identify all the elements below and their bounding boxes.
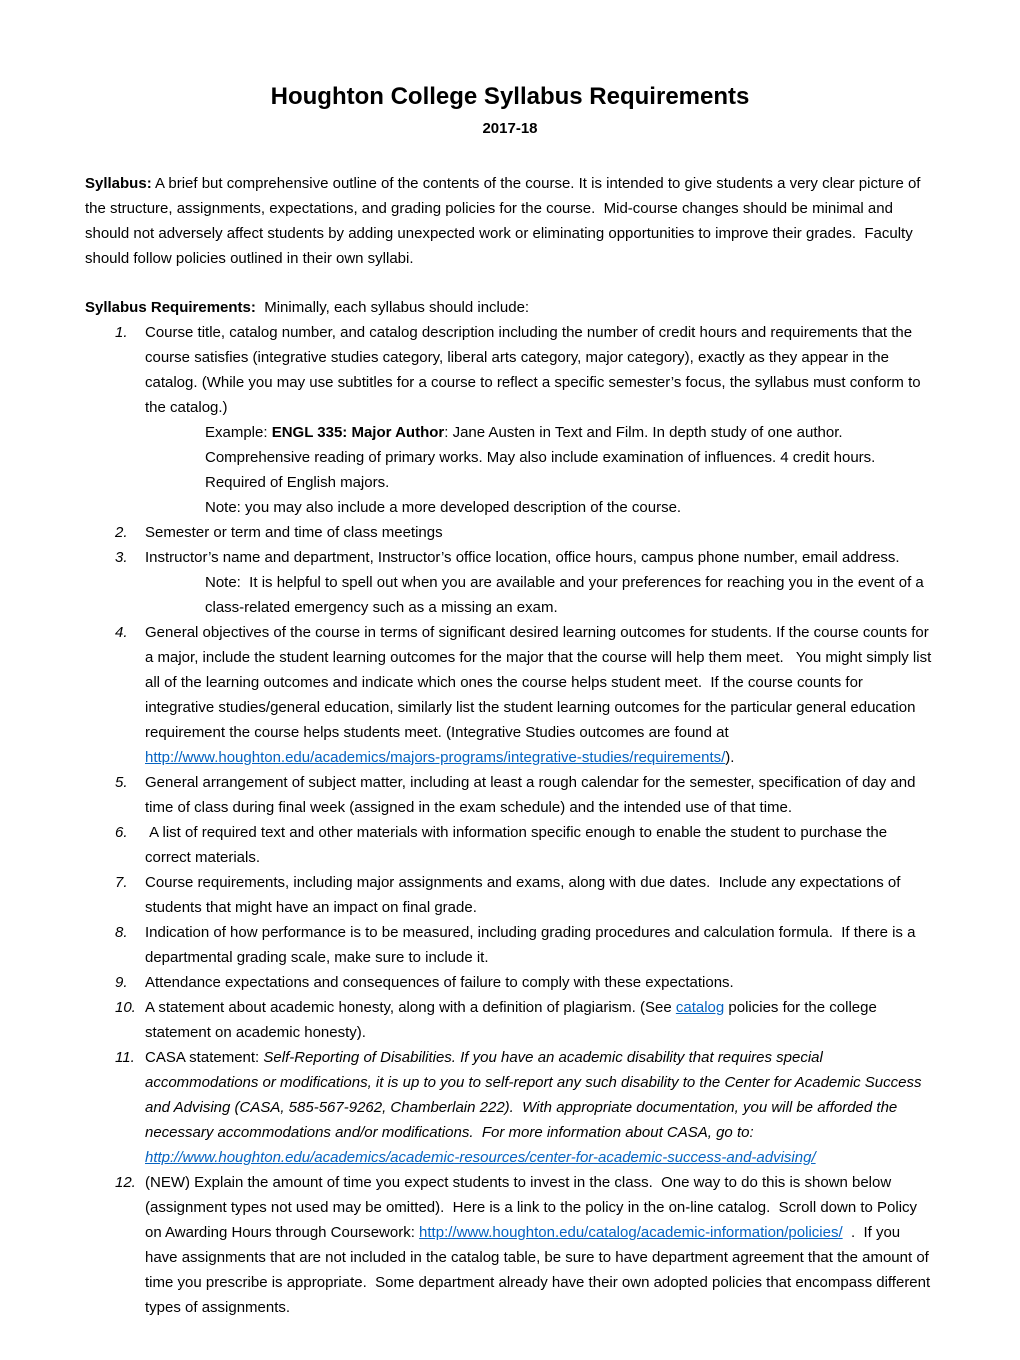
list-item	[85, 995, 935, 1045]
list-item	[85, 545, 935, 620]
text-run: A brief but comprehensive outline of the contents of the course. It is intended to give students a very clear picture of the structure, assignments, expectations, and grading policies for the course. Mid-course changes should be minimal and should not adversely affect students by adding unexpected work or eliminating opportunities to improve their grades. Faculty should follow policies outlined in their own syllabi.	[85, 175, 925, 267]
text-run: Attendance expectations and consequences of failure to comply with these expectations.	[145, 974, 734, 991]
text-run: Note: you may also include a more developed description of the course.	[205, 499, 682, 516]
text-run: A list of required text and other materials with information specific enough to enable the student to purchase the correct materials.	[145, 824, 892, 866]
list-item-body	[145, 920, 935, 970]
list-item	[85, 770, 935, 820]
list-item-body	[145, 620, 935, 770]
list-item-body	[145, 995, 935, 1045]
intro-paragraph	[85, 171, 935, 271]
text-run: Example:	[205, 424, 272, 441]
list-sub-paragraph	[145, 495, 935, 520]
list-item-body	[145, 1170, 935, 1320]
list-item-body	[145, 1045, 935, 1170]
list-paragraph	[145, 970, 935, 995]
text-run: Note: It is helpful to spell out when you are available and your preferences for reaching you in the event of a class-related emergency such as a missing an exam.	[205, 574, 928, 616]
list-paragraph	[145, 520, 935, 545]
list-paragraph	[145, 1045, 935, 1170]
list-number: 12.	[115, 1174, 136, 1191]
list-number: 10.	[115, 999, 136, 1016]
list-number: 2.	[115, 524, 128, 541]
text-run: General arrangement of subject matter, including at least a rough calendar for the semester, specification of day and time of class during final week (assigned in the exam schedule) and the intended use of that time.	[145, 774, 920, 816]
list-item-body	[145, 820, 935, 870]
list-item	[85, 520, 935, 545]
hyperlink[interactable]: catalog	[675, 999, 725, 1016]
list-number: 9.	[115, 974, 128, 991]
list-number: 7.	[115, 874, 128, 891]
text-run: Syllabus Requirements:	[85, 299, 256, 316]
list-item	[85, 820, 935, 870]
list-item	[85, 1170, 935, 1320]
text-run: Semester or term and time of class meetings	[145, 524, 443, 541]
list-item-body	[145, 970, 935, 995]
list-number: 3.	[115, 549, 128, 566]
hyperlink[interactable]: http://www.houghton.edu/catalog/academic-information/policies/	[419, 1224, 843, 1241]
list-number: 11.	[115, 1049, 135, 1066]
list-number: 8.	[115, 924, 128, 941]
document-title: Houghton College Syllabus Requirements	[270, 83, 750, 110]
text-run: Self-Reporting of Disabilities. If you have an academic disability that requires special accommodations or modifications, it is up to you to self-report any such disability to the Center for Academic Success and Advising (CASA, 585-567-9262, Chamberlain 222). With appropriate documentation, you will be afforded the necessary accommodations and/or modifications. For more information about CASA, go to:	[145, 1049, 926, 1141]
text-run: Course title, catalog number, and catalog description including the number of credit hours and requirements that the course satisfies (integrative studies category, liberal arts category, major category), exactly as they appear in the catalog. (While you may use subtitles for a course to reflect a specific semester’s focus, the syllabus must conform to the catalog.)	[145, 324, 925, 416]
text-run: ENGL 335: Major Author	[271, 424, 445, 441]
list-paragraph	[145, 870, 935, 920]
text-run: Syllabus:	[85, 175, 152, 192]
text-run: (NEW) Explain the amount of time you expect students to invest in the class. One way to do this is shown below (assignment types not used may be omitted). Here is a link to the policy in the on-line catalog. Scroll down to Policy on Awarding Hours through Coursework:	[145, 1174, 922, 1241]
list-number: 6.	[115, 824, 128, 841]
text-run: : Jane Austen in Text and Film. In depth study of one author. Comprehensive reading of primary works. May also include examination of influences. 4 credit hours. Required of English majors.	[205, 424, 880, 491]
list-item-body	[145, 320, 935, 520]
list-paragraph	[145, 545, 935, 570]
text-run: Minimally, each syllabus should include:	[255, 299, 530, 316]
text-run: . If you have assignments that are not included in the catalog table, be sure to have department agreement that the amount of time you prescribe is appropriate. Some department already have their own adopted policies that encompass different types of assignments.	[145, 1224, 935, 1316]
list-item	[85, 620, 935, 770]
hyperlink[interactable]: http://www.houghton.edu/academics/majors-programs/integrative-studies/requirements/	[145, 749, 726, 766]
list-sub-paragraph	[145, 420, 935, 495]
list-item-body	[145, 545, 935, 620]
list-paragraph	[145, 1170, 935, 1320]
requirements-header	[85, 295, 935, 320]
list-item	[85, 870, 935, 920]
list-paragraph	[145, 620, 935, 770]
hyperlink[interactable]: http://www.houghton.edu/academics/academic-resources/center-for-academic-success-and-advising/	[145, 1149, 816, 1166]
text-run: ).	[725, 749, 735, 766]
text-run: General objectives of the course in terms of significant desired learning outcomes for students. If the course counts for a major, include the student learning outcomes for the major that the course will help them meet. You might simply list all of the learning outcomes and indicate which ones the course helps student meet. If the course counts for integrative studies/general education, similarly list the student learning outcomes for the particular general education requirement the course helps students meet. (Integrative Studies outcomes are found at	[145, 624, 936, 741]
list-number: 1.	[115, 324, 128, 341]
list-item	[85, 320, 935, 520]
list-item	[85, 970, 935, 995]
list-paragraph	[145, 920, 935, 970]
list-item-body	[145, 770, 935, 820]
requirements-list	[85, 320, 935, 1320]
list-paragraph	[145, 320, 935, 420]
list-number: 4.	[115, 624, 128, 641]
text-run: CASA statement:	[145, 1049, 264, 1066]
list-paragraph	[145, 770, 935, 820]
text-run: Instructor’s name and department, Instructor’s office location, office hours, campus phone number, email address.	[145, 549, 900, 566]
list-sub-paragraph	[145, 570, 935, 620]
text-run: Course requirements, including major assignments and exams, along with due dates. Include any expectations of students that might have an impact on final grade.	[145, 874, 905, 916]
list-item-body	[145, 870, 935, 920]
document-subtitle: 2017-18	[482, 120, 538, 137]
list-paragraph	[145, 820, 935, 870]
list-item	[85, 920, 935, 970]
list-item	[85, 1045, 935, 1170]
text-run: Indication of how performance is to be measured, including grading procedures and calculation formula. If there is a departmental grading scale, make sure to include it.	[145, 924, 920, 966]
text-run: A statement about academic honesty, along with a definition of plagiarism. (See	[145, 999, 676, 1016]
list-item-body	[145, 520, 935, 545]
text-run: policies for the college statement on academic honesty).	[145, 999, 881, 1041]
list-number: 5.	[115, 774, 128, 791]
list-paragraph	[145, 995, 935, 1045]
